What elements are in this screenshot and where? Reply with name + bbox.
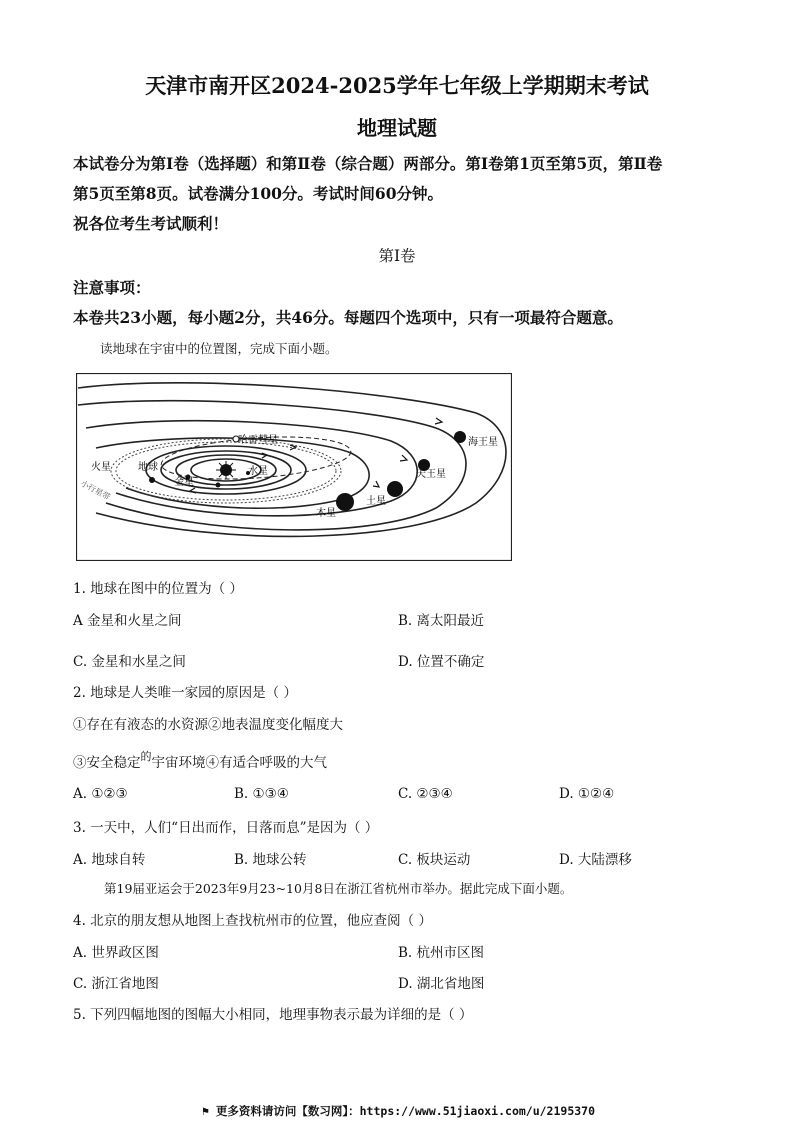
label-uranus: 天王星: [416, 469, 446, 480]
notice-label: 注意事项：: [73, 278, 151, 297]
q2-statement-line-2: ③安全稳定$^的$宇宙环境④有适合呼吸的大气: [73, 750, 327, 771]
q3-option-a[interactable]: A. 地球自转: [73, 852, 146, 868]
label-neptune: 海王星: [468, 437, 498, 448]
q1-option-c[interactable]: C. 金星和水星之间: [73, 654, 186, 670]
q3-option-b[interactable]: B. 地球公转: [234, 852, 307, 868]
passage-2: 第19届亚运会于2023年9月23~10月8日在浙江省杭州市举办。据此完成下面小题。: [104, 881, 573, 896]
page-subtitle: 地理试题: [357, 116, 437, 140]
question-1-stem: 1. 地球在图中的位置为（ ）: [73, 581, 243, 597]
planet-mars: [216, 483, 221, 488]
q3-option-c[interactable]: C. 板块运动: [398, 852, 471, 868]
q1-option-b[interactable]: B. 离太阳最近: [398, 613, 485, 629]
intro-line-1: 本试卷分为第Ⅰ卷（选择题）和第Ⅱ卷（综合题）两部分。第Ⅰ卷第1页至第5页，第Ⅱ卷: [73, 154, 663, 173]
notice-text: 本卷共23小题，每小题2分，共46分。每题四个选项中，只有一项最符合题意。: [73, 308, 623, 327]
solar-system-diagram: [76, 373, 512, 561]
q4-option-c[interactable]: C. 浙江省地图: [73, 976, 159, 992]
planet-saturn: [387, 481, 403, 497]
q2-option-a[interactable]: A. ①②③: [73, 786, 128, 802]
label-mars: 火星: [91, 462, 111, 473]
label-earth: 地球: [138, 462, 158, 473]
intro-wish: 祝各位考生考试顺利！: [73, 214, 229, 233]
q4-option-a[interactable]: A. 世界政区图: [73, 945, 159, 961]
question-3-stem: 3. 一天中，人们“日出而作，日落而息”是因为（ ）: [73, 820, 379, 836]
q1-option-a[interactable]: A 金星和火星之间: [73, 613, 182, 629]
planet-neptune: [454, 431, 466, 443]
q2-option-d[interactable]: D. ①②④: [559, 786, 615, 802]
question-2-stem: 2. 地球是人类唯一家园的原因是（ ）: [73, 685, 297, 701]
planet-earth: [149, 477, 155, 483]
question-5-stem: 5. 下列四幅地图的图幅大小相同，地理事物表示最为详细的是（ ）: [73, 1007, 473, 1023]
footer-link[interactable]: ⚑ 更多资料请访问【数习网】：https://www.51jiaoxi.com/u/2195370: [202, 1104, 596, 1118]
label-mercury: 水星: [248, 466, 268, 477]
q4-option-d[interactable]: D. 湖北省地图: [398, 976, 485, 992]
figure-caption: 读地球在宇宙中的位置图，完成下面小题。: [100, 341, 338, 356]
flag-icon: ⚑: [202, 1104, 209, 1118]
q2-statement-line-1: ①存在有液态的水资源②地表温度变化幅度大: [73, 717, 343, 733]
intro-line-2: 第5页至第8页。试卷满分100分。考试时间60分钟。: [73, 184, 443, 203]
question-4-stem: 4. 北京的朋友想从地图上查找杭州市的位置，他应查阅（ ）: [73, 913, 432, 929]
q3-option-d[interactable]: D. 大陆漂移: [559, 852, 632, 868]
page-title: 天津市南开区2024-2025学年七年级上学期期末考试: [145, 73, 649, 98]
label-venus: 金星: [174, 477, 194, 488]
label-asteroid-belt: 小行星带: [79, 478, 112, 502]
label-jupiter: 木星: [316, 508, 336, 519]
q4-option-b[interactable]: B. 杭州市区图: [398, 945, 485, 961]
q2-option-c[interactable]: C. ②③④: [398, 786, 453, 802]
label-saturn: 土星: [366, 496, 386, 507]
q1-option-d[interactable]: D. 位置不确定: [398, 654, 485, 670]
planet-jupiter: [336, 493, 354, 511]
label-comet: 哈雷彗星: [238, 435, 278, 446]
section-heading: 第Ⅰ卷: [378, 247, 416, 265]
q2-option-b[interactable]: B. ①③④: [234, 786, 289, 802]
